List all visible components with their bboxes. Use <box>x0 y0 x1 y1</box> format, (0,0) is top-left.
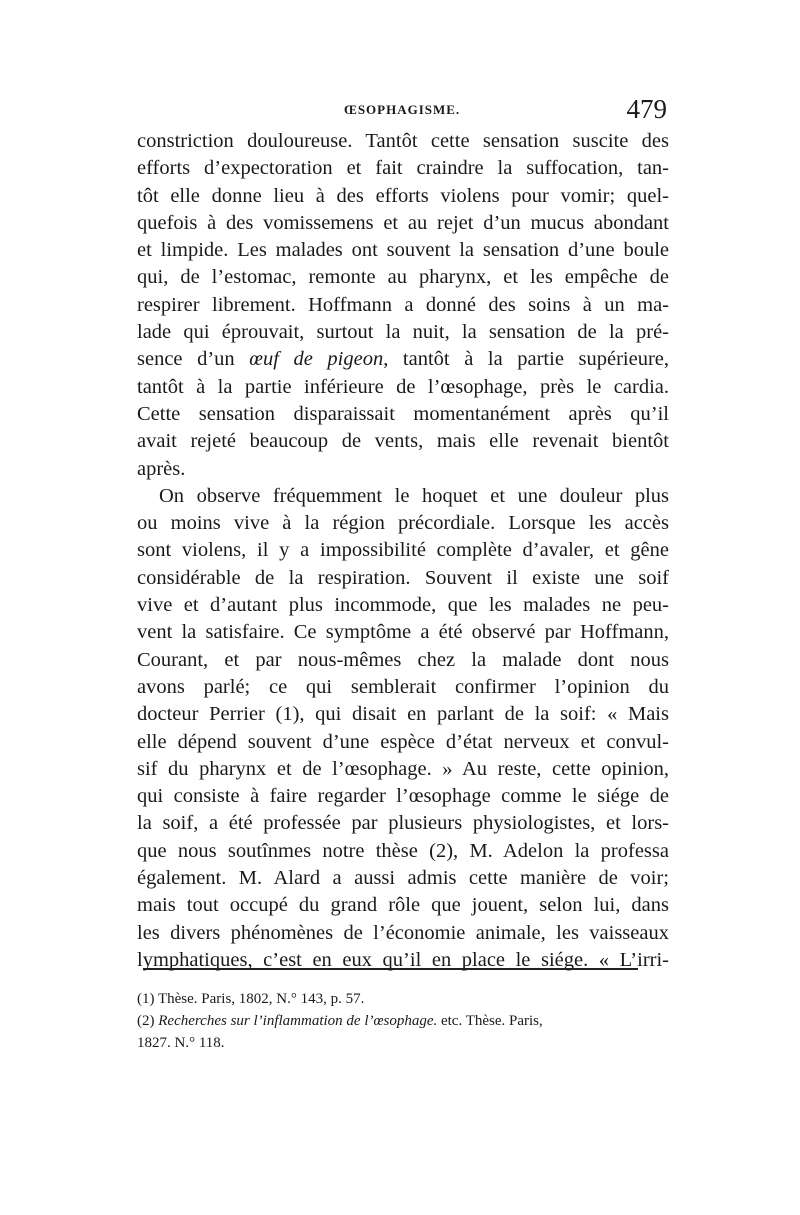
text-line: elle dépend souvent d’une espèce d’état nerveux et convul- <box>137 730 669 753</box>
footnote-2-continuation: 1827. N.° 118. <box>137 1035 225 1051</box>
footnote-1: (1) Thèse. Paris, 1802, N.° 143, p. 57. <box>137 991 365 1007</box>
text-line: vent la satisfaire. Ce symptôme a été observé par Hoffmann, <box>137 621 669 644</box>
paragraph-start-line: On observe fréquemment le hoquet et une douleur plus <box>159 484 669 507</box>
text-line: tantôt à la partie inférieure de l’œsophage, près le cardia. <box>137 375 669 398</box>
text-line: constriction douloureuse. Tantôt cette sensation suscite des <box>137 130 669 152</box>
text-line: quefois à des vomissemens et au rejet d’un mucus abondant <box>137 211 669 234</box>
text-line: avait rejeté beaucoup de vents, mais elle revenait bientôt <box>137 430 669 453</box>
text-line: Courant, et par nous-mêmes chez la malade dont nous <box>137 648 669 671</box>
text-line: la soif, a été professée par plusieurs physiologistes, et lors- <box>137 812 669 835</box>
text-line: les divers phénomènes de l’économie animale, les vaisseaux <box>137 921 669 944</box>
text-line: considérable de la respiration. Souvent il existe une soif <box>137 566 669 589</box>
text-line: que nous soutînmes notre thèse (2), M. Adelon la professa <box>137 839 669 862</box>
page-number: 479 <box>626 94 667 124</box>
text-line: docteur Perrier (1), qui disait en parlant de la soif: « Mais <box>137 703 669 726</box>
text-run: sence d’un <box>137 348 250 371</box>
text-line: lymphatiques, c’est en eux qu’il en place le siége. « L’irri- <box>137 948 669 971</box>
text-run: etc. Thèse. Paris, <box>437 1013 543 1029</box>
text-line: lade qui éprouvait, surtout la nuit, la sensation de la pré- <box>137 321 669 344</box>
text-line: sif du pharynx et de l’œsophage. » Au reste, cette opinion, <box>137 757 669 780</box>
text-line: qui, de l’estomac, remonte au pharynx, et les empêche de <box>137 266 669 289</box>
running-title: ŒSOPHAGISME. <box>343 102 461 117</box>
text-line: ou moins vive à la région précordiale. Lorsque les accès <box>137 512 669 535</box>
text-line: sont violens, il y a impossibilité complète d’avaler, et gêne <box>137 539 669 562</box>
footnote-rule <box>143 968 638 970</box>
body-text <box>137 128 669 974</box>
text-line: et limpide. Les malades ont souvent la sensation d’une boule <box>137 239 669 262</box>
italic-phrase: œuf de pigeon <box>249 348 384 371</box>
text-line: Cette sensation disparaissait momentanément après qu’il <box>137 402 669 425</box>
text-line: vive et d’autant plus incommode, que les malades ne peu- <box>137 594 669 617</box>
text-line: avons parlé; ce qui semblerait confirmer l’opinion du <box>137 675 669 698</box>
text-line: également. M. Alard a aussi admis cette manière de voir; <box>137 867 669 890</box>
footnotes <box>137 988 669 1054</box>
text-line: après. <box>137 457 186 480</box>
text-run: (2) <box>137 1013 159 1029</box>
text-line: qui consiste à faire regarder l’œsophage comme le siége de <box>137 785 669 808</box>
text-line: mais tout occupé du grand rôle que jouent, selon lui, dans <box>137 894 669 917</box>
text-line: respirer librement. Hoffmann a donné des soins à un ma- <box>137 293 669 316</box>
italic-title: Recherches sur l’inflammation de l’œsophage. <box>158 1013 438 1029</box>
text-line <box>137 346 669 373</box>
page-header <box>137 96 667 126</box>
footnote-2 <box>137 1010 669 1032</box>
text-run: , tantôt à la partie supérieure, <box>383 348 670 371</box>
text-line: tôt elle donne lieu à des efforts violens pour vomir; quel- <box>137 184 669 207</box>
text-line: efforts d’expectoration et fait craindre la suffocation, tan- <box>137 157 669 180</box>
